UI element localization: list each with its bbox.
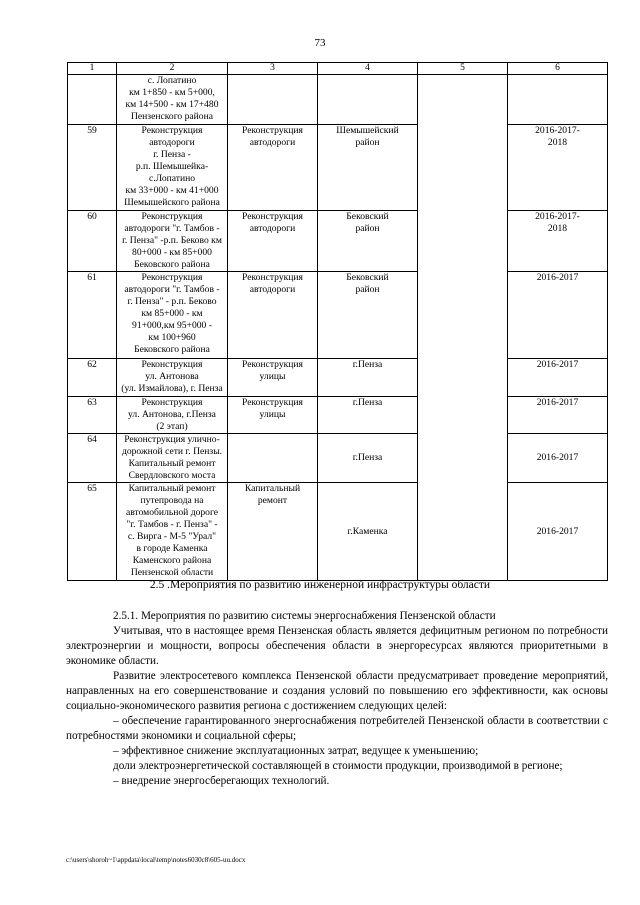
cell-period xyxy=(508,75,608,125)
cell-name: с. Лопатино км 1+850 - км 5+000, км 14+500 - км 17+480 Пензенского района xyxy=(117,75,228,125)
footer-file-path: c:\users\shoroh~1\appdata\local\temp\notes6030c8\605-uu.docx xyxy=(66,856,246,864)
table-row xyxy=(68,483,608,581)
header-cell: 6 xyxy=(508,63,608,75)
cell-period: 2016-2017 xyxy=(508,434,608,483)
list-item: доли электроэнергетической составляющей в стоимости продукции, производимой в регионе; xyxy=(113,760,563,772)
cell-name: Реконструкция улично- дорожной сети г. Пензы. Капитальный ремонт Свердловского моста xyxy=(117,434,228,483)
cell-name: Реконструкция автодороги г. Пенза - р.п. Шемышейка- с.Лопатино км 33+000 - км 41+000 Шемышейского района xyxy=(117,125,228,211)
cell-location: г.Пенза xyxy=(318,359,418,397)
table-row xyxy=(68,125,608,211)
cell-num: 65 xyxy=(68,483,117,581)
list-item: – эффективное снижение эксплуатационных затрат, ведущее к уменьшению; xyxy=(113,745,479,757)
cell-num: 61 xyxy=(68,272,117,359)
cell-num xyxy=(68,75,117,125)
cell-location: Шемышейский район xyxy=(318,125,418,211)
cell-type: Реконструкция автодороги xyxy=(228,125,318,211)
cell-location xyxy=(318,75,418,125)
cell-type xyxy=(228,434,318,483)
projects-table xyxy=(67,62,608,581)
cell-col5-empty xyxy=(418,75,508,581)
cell-period: 2016-2017 xyxy=(508,359,608,397)
page-number: 73 xyxy=(314,37,326,49)
cell-name: Реконструкция ул. Антонова (ул. Измайлова), г. Пенза xyxy=(117,359,228,397)
list-item: – обеспечение гарантированного энергоснабжения потребителей Пензенской области в соответствии с потребностями экономики и социальной сферы; xyxy=(66,715,608,742)
cell-type: Реконструкция автодороги xyxy=(228,272,318,359)
cell-type: Реконструкция улицы xyxy=(228,397,318,434)
table-row xyxy=(68,434,608,483)
cell-name: Реконструкция автодороги "г. Тамбов - г. Пенза" -р.п. Бековo км 80+000 - км 85+000 Бековского района xyxy=(117,211,228,272)
header-cell: 5 xyxy=(418,63,508,75)
cell-name: Реконструкция автодороги "г. Тамбов - г. Пенза" - р.п. Беково км 85+000 - км 91+000,км 95+000 - км 100+960 Бековского района xyxy=(117,272,228,359)
table-row xyxy=(68,359,608,397)
cell-location: г.Пенза xyxy=(318,397,418,434)
table-row xyxy=(68,272,608,359)
table-row-continuation xyxy=(68,75,608,125)
paragraph: Учитывая, что в настоящее время Пензенская область является дефицитным регионом по потребности электроэнергии и мощности, вопросы обеспечения области в энергоресурсах являются приоритетными в экономике области. xyxy=(66,625,608,667)
cell-name: Реконструкция ул. Антонова, г.Пенза (2 этап) xyxy=(117,397,228,434)
subsection-heading: 2.5.1. Мероприятия по развитию системы энергоснабжения Пензенской области xyxy=(113,610,496,622)
cell-location: г.Каменка xyxy=(318,483,418,581)
cell-num: 64 xyxy=(68,434,117,483)
cell-period: 2016-2017 xyxy=(508,483,608,581)
list-item: – внедрение энергосберегающих технологий. xyxy=(113,775,330,787)
cell-period: 2016-2017 xyxy=(508,397,608,434)
cell-type: Реконструкция улицы xyxy=(228,359,318,397)
cell-location: г.Пенза xyxy=(318,434,418,483)
header-cell: 4 xyxy=(318,63,418,75)
cell-period: 2016-2017- 2018 xyxy=(508,211,608,272)
table-row xyxy=(68,211,608,272)
cell-location: Бековский район xyxy=(318,272,418,359)
cell-num: 59 xyxy=(68,125,117,211)
cell-location: Бековский район xyxy=(318,211,418,272)
cell-num: 60 xyxy=(68,211,117,272)
cell-type xyxy=(228,75,318,125)
header-cell: 2 xyxy=(117,63,228,75)
cell-type: Капитальный ремонт xyxy=(228,483,318,581)
header-cell: 3 xyxy=(228,63,318,75)
cell-num: 62 xyxy=(68,359,117,397)
section-title: 2.5 .Мероприятия по развитию инженерной инфраструктуры области xyxy=(149,579,491,591)
cell-type: Реконструкция автодороги xyxy=(228,211,318,272)
cell-num: 63 xyxy=(68,397,117,434)
cell-period: 2016-2017 xyxy=(508,272,608,359)
body-text xyxy=(66,609,608,789)
table-row xyxy=(68,397,608,434)
header-cell: 1 xyxy=(68,63,117,75)
cell-name: Капитальный ремонт путепровода на автомобильной дороге "г. Тамбов - г. Пенза" - с. Вирга - М-5 "Урал" в городе Каменка Каменского района Пензенской области xyxy=(117,483,228,581)
table-header-row xyxy=(68,63,608,75)
cell-period: 2016-2017- 2018 xyxy=(508,125,608,211)
paragraph: Развитие электросетевого комплекса Пензенской области предусматривает проведение мероприятий, направленных на его совершенствование и создания условий по повышению его эффективности, как основы социально-экономического развития региона с достижением следующих целей: xyxy=(66,670,608,712)
